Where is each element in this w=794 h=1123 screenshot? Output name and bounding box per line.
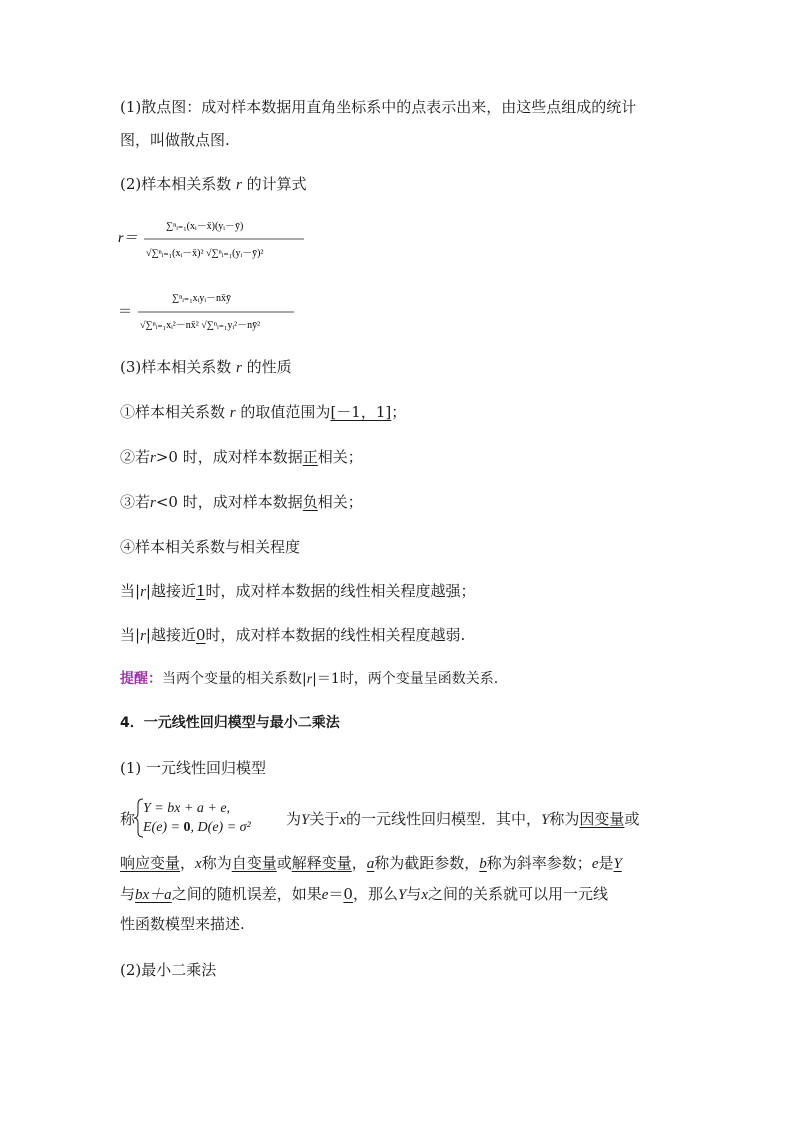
model-description-line2: 响应变量，x称为自变量或解释变量，a称为截距参数，b称为斜率参数；e是Y — [120, 854, 622, 872]
property-range: ①样本相关系数 r 的取值范围为[－1，1]； — [120, 403, 407, 421]
formula2-lhs: ＝ — [118, 305, 132, 320]
section-heading-4: 4．一元线性回归模型与最小二乘法 — [120, 715, 340, 731]
property-degree: ④样本相关系数与相关程度 — [120, 538, 301, 556]
property-negative: ③若r<0 时，成对样本数据负相关； — [120, 493, 363, 511]
strong-correlation-line: 当|r|越接近1时，成对样本数据的线性相关程度越强； — [120, 582, 476, 600]
scatter-definition-line1: (1)散点图：成对样本数据用直角坐标系中的点表示出来，由这些点组成的统计 — [120, 98, 637, 116]
reminder-label: 提醒： — [120, 671, 162, 687]
formula1-lhs: r＝ — [118, 231, 138, 246]
subheading-least-squares: (2)最小二乘法 — [120, 961, 217, 979]
formula2-numerator: ∑ⁿᵢ₌₁xᵢyᵢ－nx̄ȳ — [172, 293, 231, 304]
correlation-formula-2 — [118, 284, 318, 338]
model-description-line1: 为Y关于x的一元线性回归模型．其中，Y称为因变量或 — [286, 810, 640, 828]
model-description-line4: 性函数模型来描述. — [120, 915, 245, 933]
correlation-formula-heading: (2)样本相关系数 r 的计算式 — [120, 175, 307, 193]
weak-correlation-line: 当|r|越接近0时，成对样本数据的线性相关程度越弱. — [120, 626, 466, 644]
properties-heading: (3)样本相关系数 r 的性质 — [120, 358, 292, 376]
model-equation-1: Y = bx + a + e, — [143, 801, 231, 816]
scatter-definition-line2: 图，叫做散点图. — [120, 131, 230, 149]
formula1-denominator: √∑ⁿᵢ₌₁(xᵢ－x̄)² √∑ⁿᵢ₌₁(yᵢ－ȳ)² — [146, 248, 264, 259]
reminder-note: 提醒：当两个变量的相关系数|r|＝1时，两个变量呈函数关系. — [120, 671, 499, 687]
formula2-denominator: √∑ⁿᵢ₌₁xᵢ²－nx̄² √∑ⁿᵢ₌₁yᵢ²－nȳ² — [140, 320, 261, 331]
model-prefix: 称 — [120, 810, 136, 828]
model-equation-2: E(e) = 0, D(e) = σ² — [143, 820, 251, 835]
regression-model-system — [143, 799, 251, 837]
formula1-numerator: ∑ⁿᵢ₌₁(xᵢ－x̄)(yᵢ－ȳ) — [166, 221, 244, 232]
correlation-formula-1 — [118, 212, 318, 266]
property-positive: ②若r>0 时，成对样本数据正相关； — [120, 448, 363, 466]
subheading-linear-model: (1) 一元线性回归模型 — [120, 759, 267, 777]
model-description-line3: 与bx＋a之间的随机误差，如果e＝0，那么Y与x之间的关系就可以用一元线 — [120, 885, 608, 903]
